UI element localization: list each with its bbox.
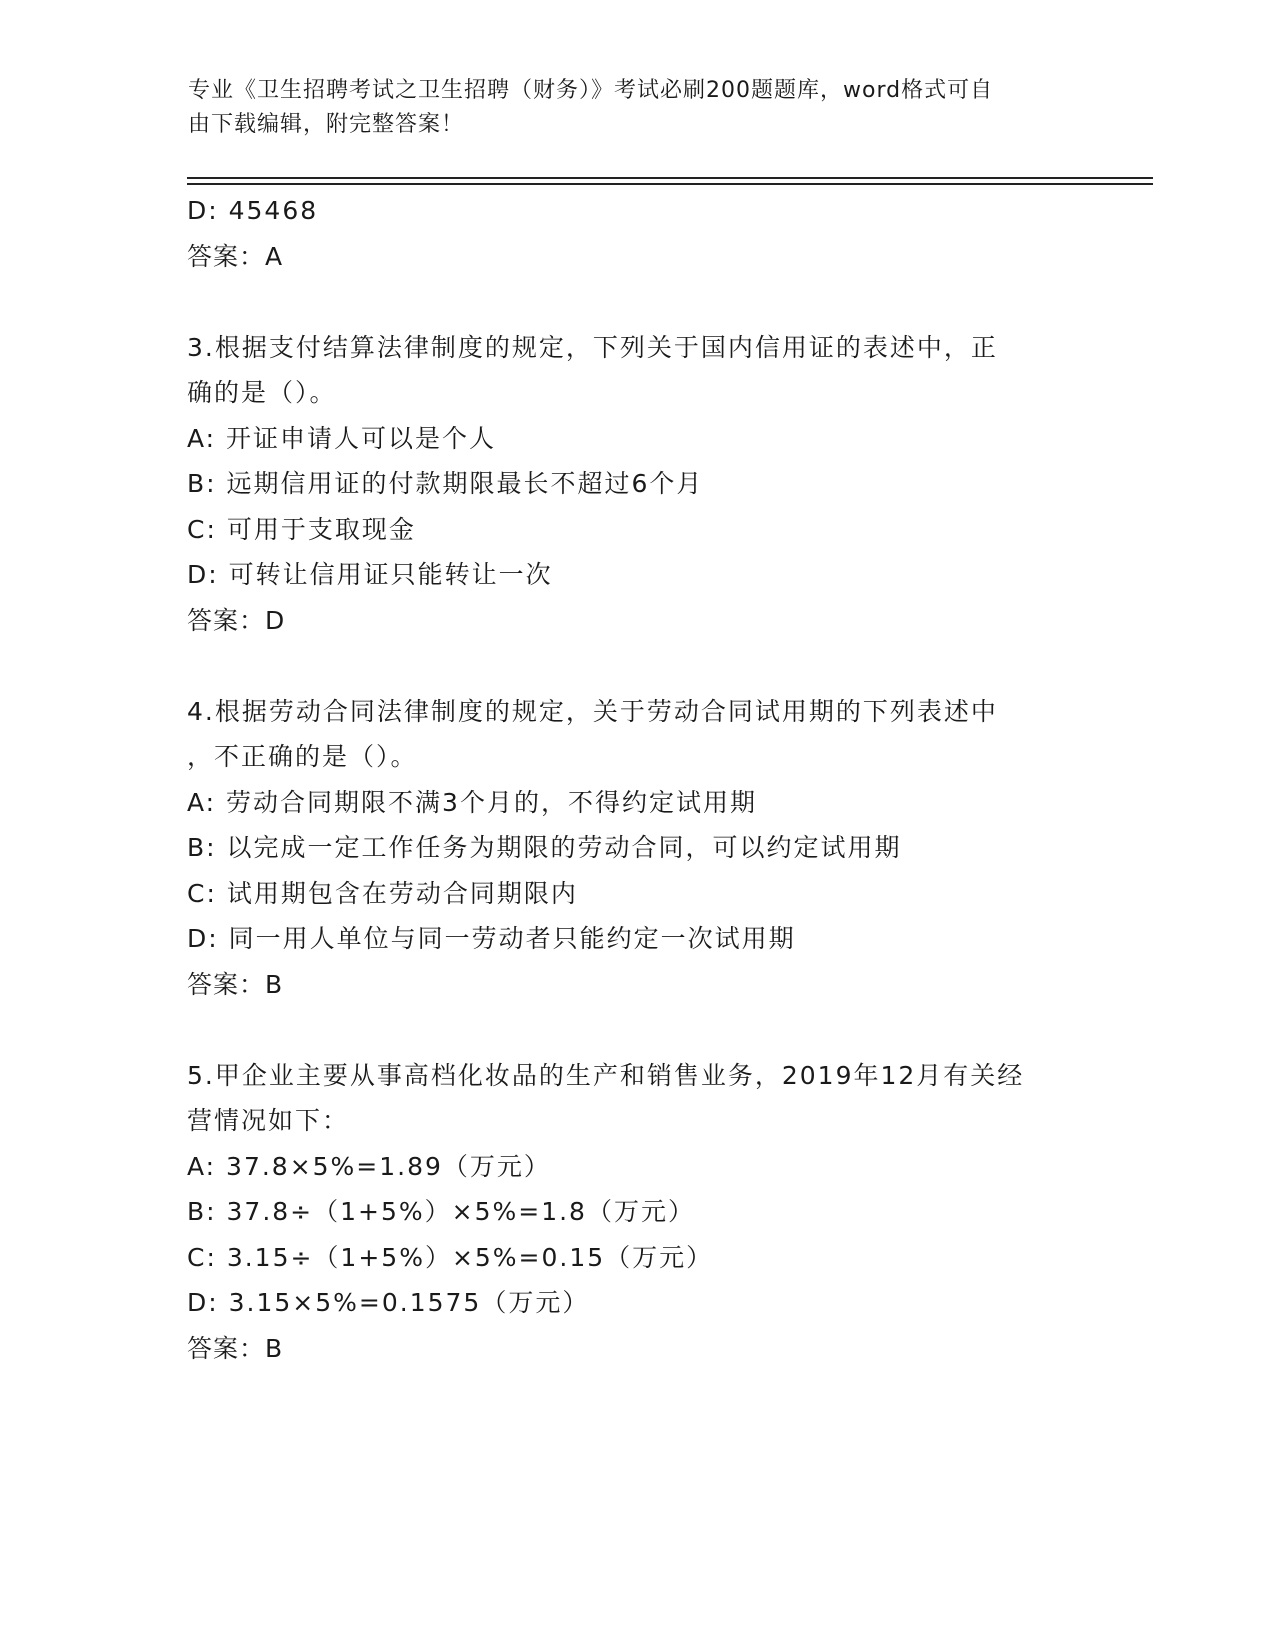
question-text-line-1: 5.甲企业主要从事高档化妆品的生产和销售业务，2019年12月有关经	[187, 1060, 1025, 1090]
option-c: C: 3.15÷（1+5%）×5%=0.15（万元）	[187, 1242, 714, 1272]
header-line-2: 由下载编辑，附完整答案！	[188, 112, 465, 137]
question-content	[187, 188, 1087, 1371]
option-d: D: 45468	[187, 196, 319, 225]
question-3	[187, 325, 1087, 644]
option-d: D: 3.15×5%=0.1575（万元）	[187, 1288, 590, 1317]
spacer	[187, 1007, 1087, 1053]
question-4	[187, 689, 1087, 1008]
header-divider-bottom	[187, 183, 1153, 185]
header-line-1: 专业《卫生招聘考试之卫生招聘（财务）》考试必刷200题题库，word格式可自	[188, 78, 994, 103]
option-b: B: 37.8÷（1+5%）×5%=1.8（万元）	[187, 1197, 695, 1226]
question-text-line-2: ，不正确的是（）。	[187, 742, 418, 771]
document-header	[188, 74, 1068, 142]
answer-text: 答案：A	[187, 241, 284, 271]
header-divider-top	[187, 177, 1153, 179]
answer-text: 答案：B	[187, 969, 284, 999]
spacer	[187, 643, 1087, 689]
option-b: B: 以完成一定工作任务为期限的劳动合同，可以约定试用期	[187, 833, 902, 862]
option-d: D: 同一用人单位与同一劳动者只能约定一次试用期	[187, 924, 796, 953]
spacer	[187, 279, 1087, 325]
answer-text: 答案：B	[187, 1333, 284, 1363]
option-c: C: 试用期包含在劳动合同期限内	[187, 878, 578, 908]
previous-question-tail	[187, 188, 1087, 279]
option-a: A: 劳动合同期限不满3个月的，不得约定试用期	[187, 787, 757, 817]
option-b: B: 远期信用证的付款期限最长不超过6个月	[187, 469, 704, 498]
question-5	[187, 1053, 1087, 1372]
option-d: D: 可转让信用证只能转让一次	[187, 560, 553, 589]
question-text-line-1: 4.根据劳动合同法律制度的规定，关于劳动合同试用期的下列表述中	[187, 696, 998, 726]
question-text-line-1: 3.根据支付结算法律制度的规定，下列关于国内信用证的表述中，正	[187, 332, 998, 362]
option-a: A: 37.8×5%=1.89（万元）	[187, 1151, 551, 1181]
option-a: A: 开证申请人可以是个人	[187, 423, 497, 453]
answer-text: 答案：D	[187, 605, 286, 635]
option-c: C: 可用于支取现金	[187, 514, 416, 544]
question-text-line-2: 确的是（）。	[187, 378, 337, 407]
question-text-line-2: 营情况如下：	[187, 1106, 350, 1135]
